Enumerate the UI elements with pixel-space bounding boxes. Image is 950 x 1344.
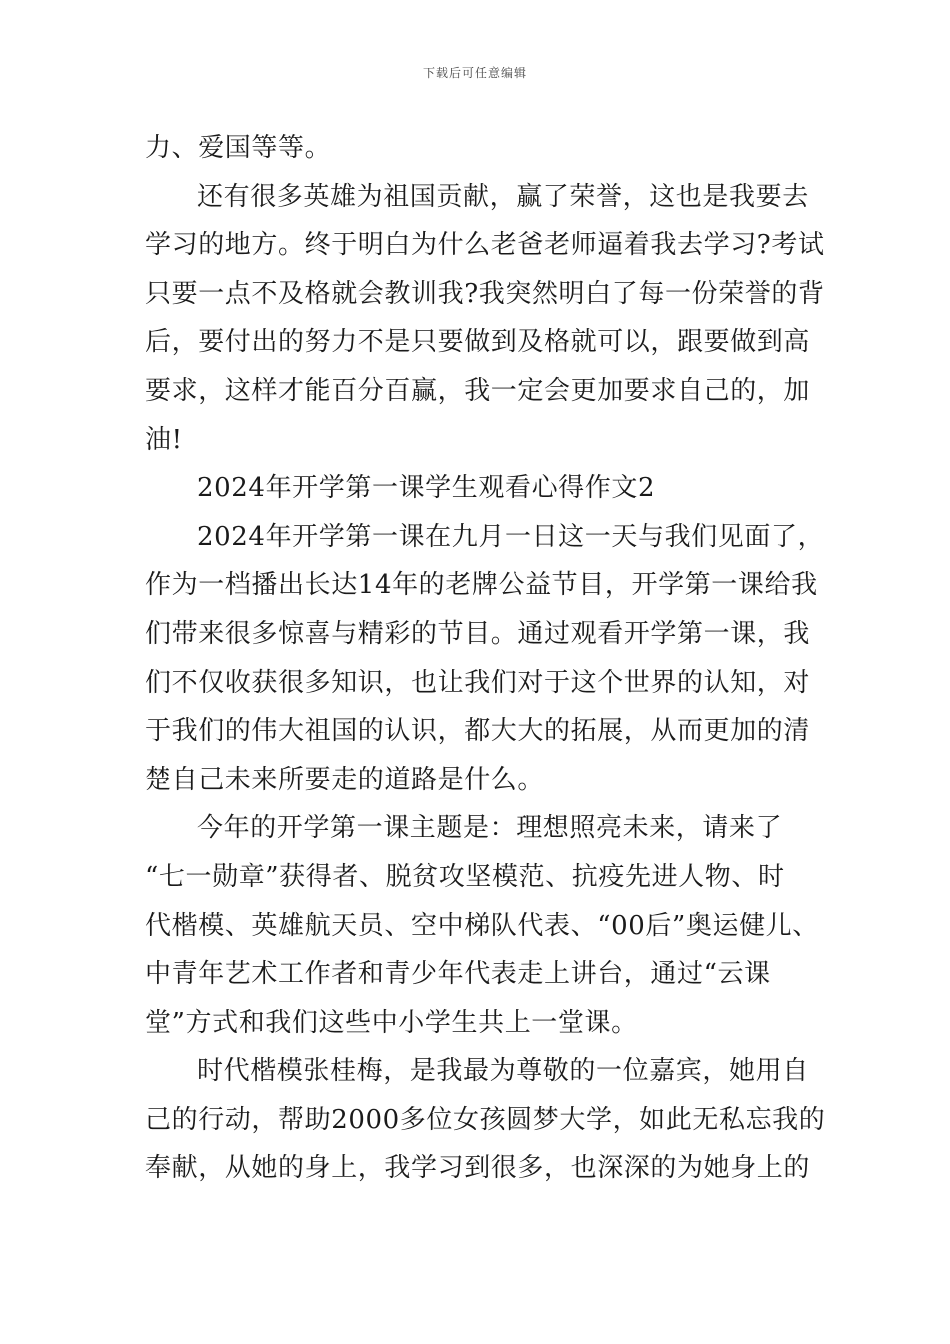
text-line: 油! [145, 424, 183, 455]
text-line: 奉献，从她的身上，我学习到很多，也深深的为她身上的 [145, 1153, 811, 1184]
text-line: 中青年艺术工作者和青少年代表走上讲台，通过“云课 [145, 959, 771, 990]
text-line: 代楷模、英雄航天员、空中梯队代表、“00后”奥运健儿、 [145, 910, 819, 941]
text-line: 作为一档播出长达14年的老牌公益节目，开学第一课给我 [145, 570, 818, 601]
text-line: 们带来很多惊喜与精彩的节目。通过观看开学第一课，我 [145, 618, 811, 649]
text-line: 于我们的伟大祖国的认识，都大大的拓展，从而更加的清 [145, 716, 811, 747]
page-header: 下载后可任意编辑 [422, 66, 527, 80]
text-line: “七一勋章”获得者、脱贫攻坚模范、抗疫先进人物、时 [145, 861, 785, 892]
paragraph-start: 今年的开学第一课主题是：理想照亮未来，请来了 [197, 813, 783, 844]
text-line: 学习的地方。终于明白为什么老爸老师逼着我去学习?考试 [145, 230, 825, 261]
text-line: 要求，这样才能百分百赢，我一定会更加要求自己的，加 [145, 375, 811, 406]
text-line: 己的行动，帮助2000多位女孩圆梦大学，如此无私忘我的 [145, 1104, 826, 1135]
text-line: 们不仅收获很多知识，也让我们对于这个世界的认知，对 [145, 667, 811, 698]
paragraph-start: 时代楷模张桂梅，是我最为尊敬的一位嘉宾，她用自 [197, 1056, 809, 1087]
document-body [145, 124, 826, 1193]
text-line: 楚自己未来所要走的道路是什么。 [145, 764, 545, 795]
paragraph-start: 2024年开学第一课在九月一日这一天与我们见面了， [197, 521, 825, 552]
text-line: 堂”方式和我们这些中小学生共上一堂课。 [145, 1007, 638, 1038]
text-line: 力、爱国等等。 [145, 133, 332, 163]
paragraph-start: 还有很多英雄为祖国贡献，赢了荣誉，这也是我要去 [197, 181, 809, 212]
text-line: 只要一点不及格就会教训我?我突然明白了每一份荣誉的背 [145, 278, 825, 309]
text-line: 后，要付出的努力不是只要做到及格就可以，跟要做到高 [145, 327, 811, 358]
section-title: 2024年开学第一课学生观看心得作文2 [197, 473, 656, 504]
